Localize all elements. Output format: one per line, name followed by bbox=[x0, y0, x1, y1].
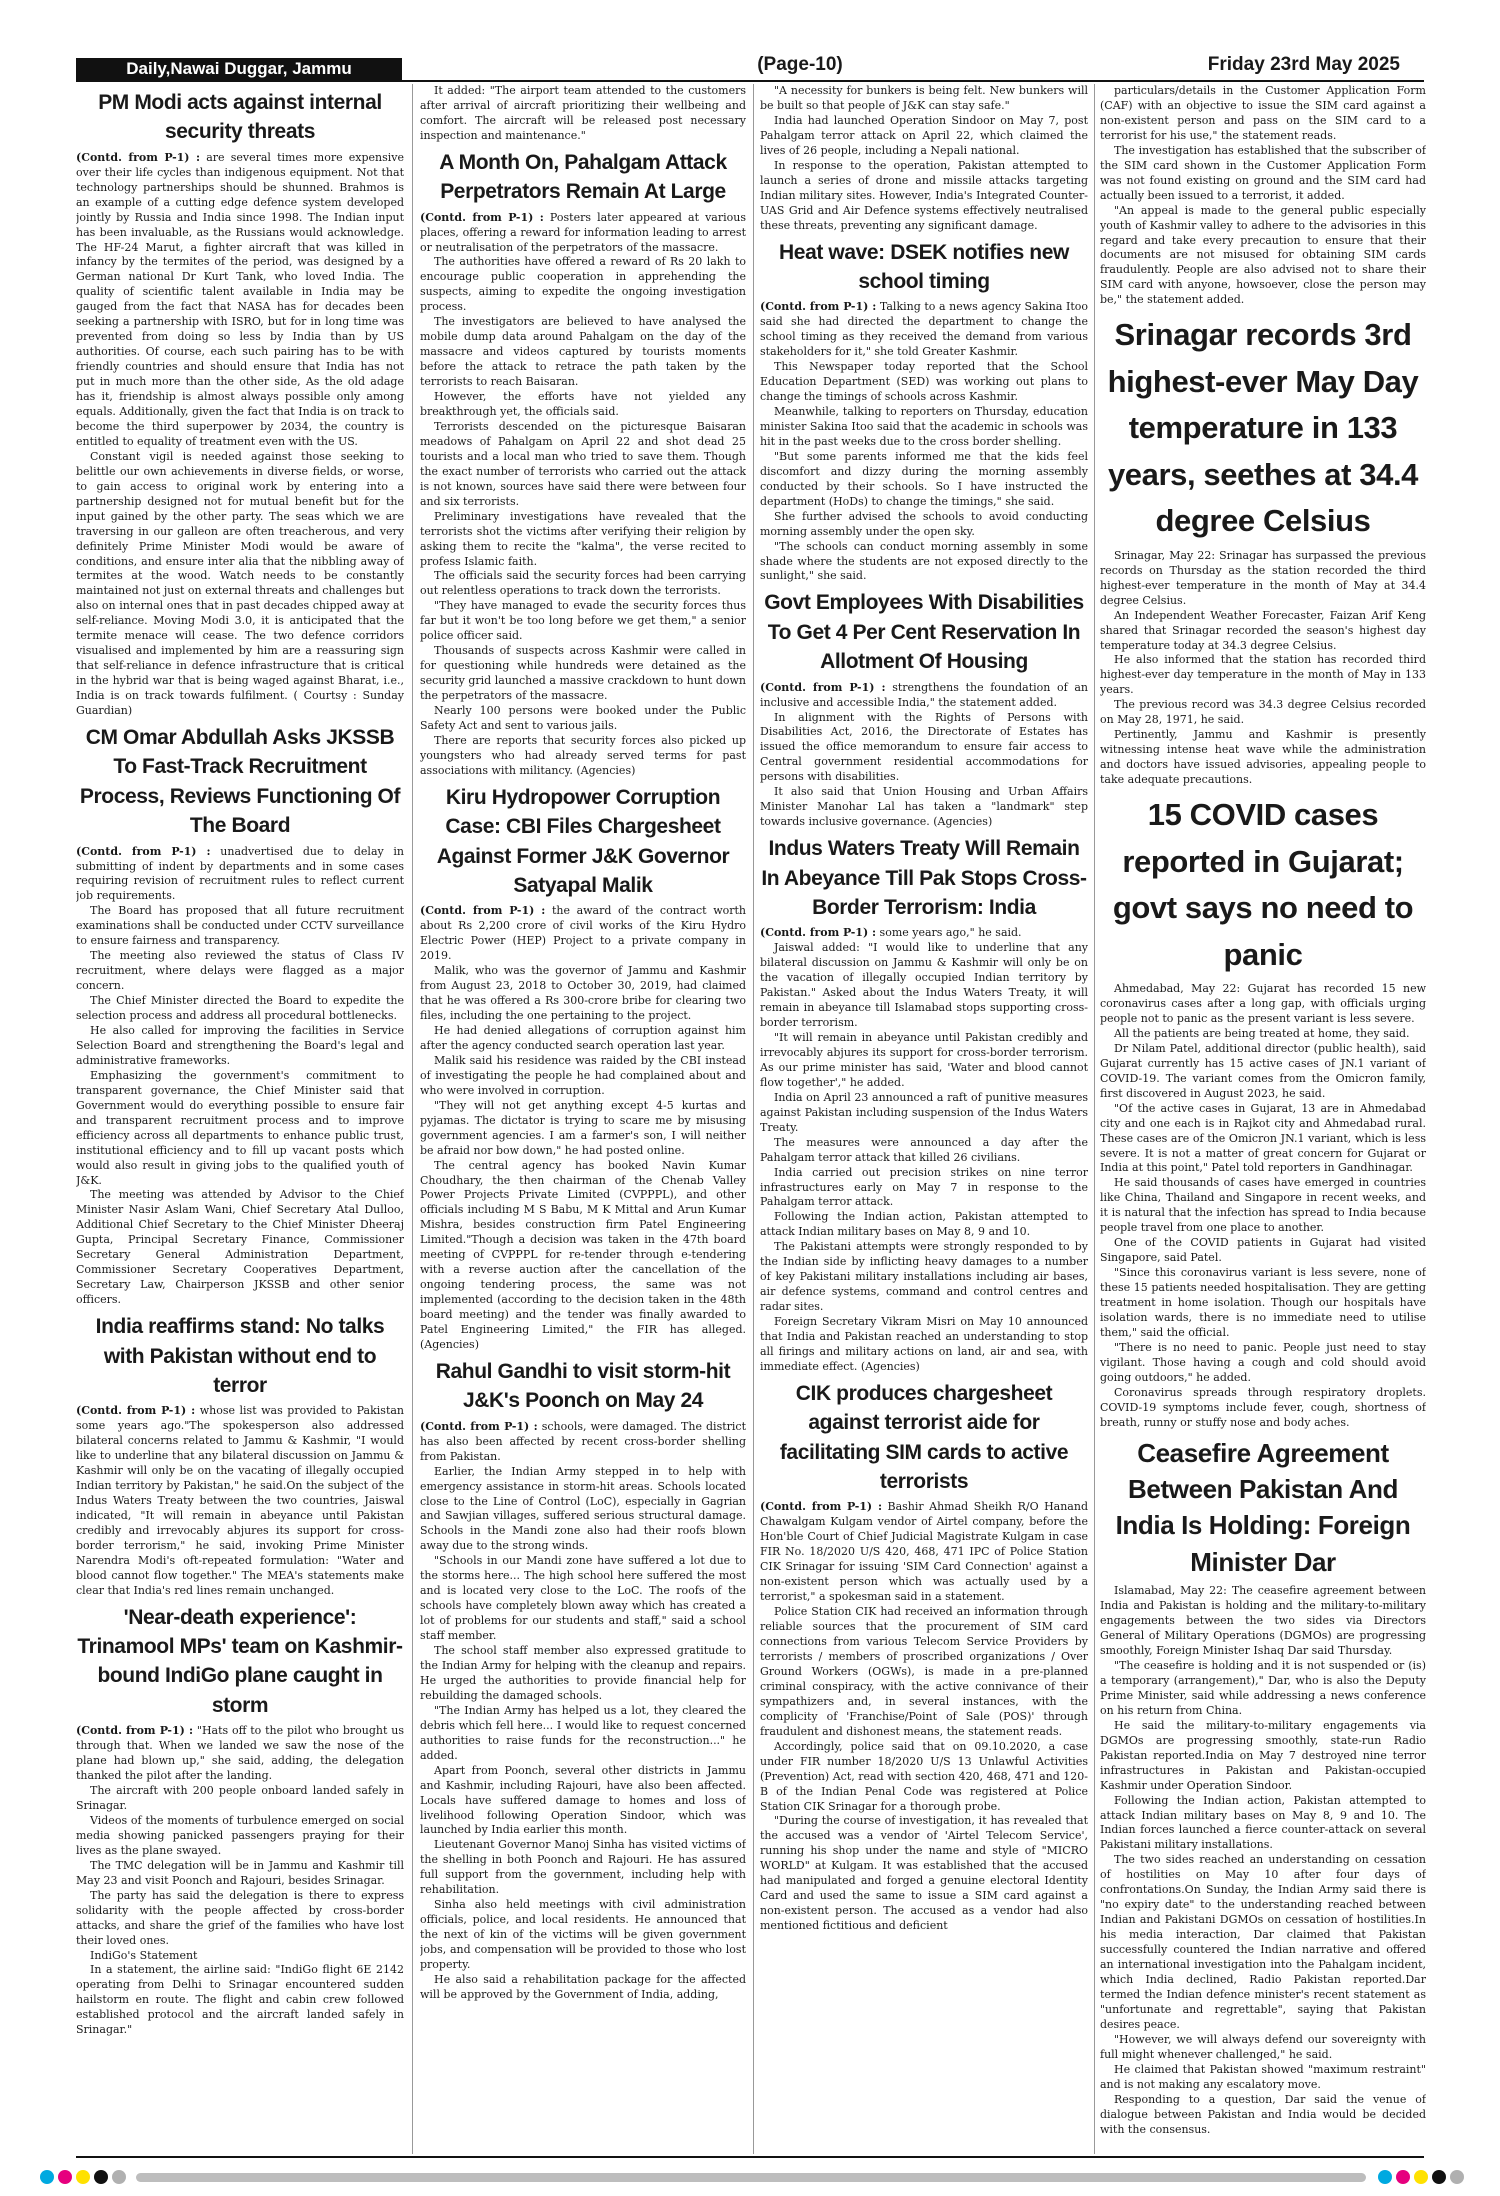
article-heatwave-dsek bbox=[760, 238, 1088, 585]
paragraph: Accordingly, police said that on 09.10.2020, a case under FIR number 18/2020 U/S 13 Unlawful Activities (Prevention) Act, read with section 420, 468, 471 and 120-B of the Indian Penal Code was registered at Police Station CIK Srinagar for a thorough probe. bbox=[760, 1739, 1088, 1813]
registration-bar bbox=[136, 2173, 1366, 2182]
paragraph: All the patients are being treated at home, they said. bbox=[1114, 1026, 1410, 1040]
paragraph: The investigation has established that the subscriber of the SIM card shown in the Customer Application Form was not found existing on ground and the SIM card had actually been issued to a terrorist, it added. bbox=[1100, 143, 1426, 202]
paragraph: Malik, who was the governor of Jammu and Kashmir from August 23, 2018 to October 30, 2019, had claimed that he was offered a Rs 300-crore bribe for clearing two files, including the one pertaining to the project. bbox=[420, 964, 746, 1023]
paragraph: Malik said his residence was raided by the CBI instead of investigating the people he had complained about and who were involved in corruption. bbox=[420, 1053, 746, 1097]
paragraph-text: unadvertised due to delay in submitting of indent by departments and in some cases requiring revision of recruitment rules to reflect current job requirements. bbox=[76, 844, 404, 903]
article-india-no-talks bbox=[76, 1312, 404, 1599]
paragraph-text: the award of the contract worth about Rs 2,200 crore of civil works of the Kiru Hydro Electric Power (HEP) Project to a private company in 2019. bbox=[420, 904, 746, 963]
contd-label: (Contd. from P-1) : bbox=[760, 680, 886, 694]
paragraph bbox=[760, 681, 1088, 711]
paragraph: Videos of the moments of turbulence emerged on social media showing panicked passengers praying for their lives as the plane swayed. bbox=[76, 1813, 404, 1857]
registration-dot-cyan bbox=[1378, 2170, 1392, 2184]
paragraph: The investigators are believed to have analysed the mobile dump data around Pahalgam on the day of the massacre and videos captured by tourists moments before the attack to retrace the path taken by the terrorists to reach Baisaran. bbox=[420, 315, 746, 389]
paragraph: The authorities have offered a reward of Rs 20 lakh to encourage public cooperation in apprehending the suspects, aiming to expedite the ongoing investigation process. bbox=[420, 255, 746, 314]
column-divider bbox=[1094, 84, 1095, 2154]
column-3 bbox=[760, 84, 1088, 2154]
paragraph: "The schools can conduct morning assembly in some shade where the students are not exposed directly to the sunlight," she said. bbox=[760, 539, 1088, 583]
paragraph-text: Bashir Ahmad Sheikh R/O Hanand Chawalgam Kulgam vendor of Airtel company, before the Hon'ble Court of Chief Judicial Magistrate Kulgam in case FIR No. 18/2020 U/S 420, 468, 471 IPC of Police Station CIK Srinagar for issuing 'SIM Card Connection' against a non-existent person which was actually used by a terrorist," a spokesman said in a statement. bbox=[760, 1500, 1088, 1604]
issue-date: Friday 23rd May 2025 bbox=[1207, 54, 1400, 75]
article-trinamool-indigo bbox=[76, 1603, 404, 2039]
paragraph: However, the efforts have not yielded any breakthrough yet, the officials said. bbox=[420, 390, 746, 418]
paragraph: "But some parents informed me that the kids feel discomfort and dizzy during the morning assembly conducted by their schools. So I have instructed the department (HoDs) to change the timings," she said. bbox=[760, 449, 1088, 508]
headline: India reaffirms stand: No talks with Pakistan without end to terror bbox=[95, 1315, 385, 1397]
paragraph: "A necessity for bunkers is being felt. New bunkers will be built so that people of J&K can stay safe." bbox=[760, 84, 1088, 112]
paragraph: "It will remain in abeyance until Pakistan credibly and irrevocably abjures its support for cross-border terrorism. As our prime minister has said, 'Water and blood cannot flow together'," he added. bbox=[760, 1030, 1088, 1089]
contd-label: (Contd. from P-1) : bbox=[760, 1500, 883, 1514]
paragraph: The central agency has booked Navin Kumar Choudhary, the then chairman of the Chenab Valley Power Projects Private Limited (CVPPPL), and other officials including M S Babu, M K Mittal and Arun Kumar Mishra, besides construction firm Patel Engineering Limited."Though a decision was taken in the 47th board meeting of CVPPPL for re-tender through e-tendering with a reverse auction after the cancellation of the ongoing tendering process, the same was not implemented (according to the decision taken in the 48th board meeting) and the tender was finally awarded to Patel Engineering Limited," the FIR has alleged. (Agencies) bbox=[420, 1158, 746, 1352]
paragraph: The meeting also reviewed the status of Class IV recruitment, where delays were flagged as a major concern. bbox=[76, 949, 404, 993]
contd-label: (Contd. from P-1) : bbox=[760, 300, 877, 314]
paragraph: It also said that Union Housing and Urban Affairs Minister Manohar Lal has taken a "landmark" step towards inclusive governance. (Agencies) bbox=[760, 785, 1088, 829]
paragraph-text: are several times more expensive over their life cycles than indigenous equipment. Not that technology partnerships should be shunned. Brahmos is an example of a cutting edge defence system developed jointly by Russia and India since 1998. The Indian input has been invaluable, as the Russians would acknowledge. The HF-24 Marut, a fighter aircraft that was killed in infancy by the termites of the period, was designed by a German national Dr Kurt Tank, who loved India. The quality of scientific talent available in India may be gauged from the fact that NASA has for decades been seeking a partnership with ISRO, but for in long time was prevented from doing so less by India than by US authorities. Of course, each such pairing has to be with friendly countries and should ensure that India has not put in much more than the other side, As the old adage has it, friendship is almost always possible only among equals. Additionally, given the fact that India is on track to become the third superpower by 2034, the country is entitled to equality of treatment even with the US. bbox=[76, 150, 404, 448]
article-rahul-poonch bbox=[420, 1357, 746, 2003]
paragraph: Meanwhile, talking to reporters on Thursday, education minister Sakina Itoo said that the academic in schools was hit in the past weeks due to the cross border shelling. bbox=[760, 404, 1088, 448]
headline: A Month On, Pahalgam Attack Perpetrators Remain At Large bbox=[439, 150, 727, 204]
paragraph: The meeting was attended by Advisor to the Chief Minister Nasir Aslam Wani, Chief Secretary Atal Dulloo, Additional Chief Secretary to the Chief Minister Dheeraj Gupta, Principal Secretary Finance, Commissioner Secretary General Administration Department, Commissioner Secretary Cooperatives Department, Secretary Law, Chairperson JKSSB and other senior officers. bbox=[76, 1188, 404, 1307]
article-ceasefire-dar bbox=[1100, 1435, 1426, 2138]
paper-name: Daily,Nawai Duggar, Jammu bbox=[76, 58, 402, 80]
column-2 bbox=[420, 84, 746, 2154]
paragraph: Sinha also held meetings with civil administration officials, police, and local residents. He announced that the next of kin of the victims will be given government jobs, and compensation will be provided to those who lost property. bbox=[420, 1898, 746, 1972]
paragraph: Islamabad, May 22: The ceasefire agreement between India and Pakistan is holding and the military-to-military engagements between the two sides via Directors General of Military Operations (DGMOs) are progressing smoothly, Foreign Minister Ishaq Dar said Thursday. bbox=[1100, 1584, 1426, 1658]
paragraph: "Of the active cases in Gujarat, 13 are in Ahmedabad city and one each is in Rajkot city and Ahmedabad rural. These cases are of the Omicron JN.1 variant, which is less severe. It is not a matter of great concern for Gujarat or India at this point," Patel told reporters in Gandhinagar. bbox=[1100, 1101, 1426, 1175]
paragraph: "Since this coronavirus variant is less severe, none of these 15 patients needed hospitalisation. They are getting treatment in home isolation. Though our hospitals have isolation wards, there is no immediate need to utilise them," said the official. bbox=[1100, 1266, 1426, 1339]
paragraph bbox=[760, 300, 1088, 360]
paragraph: Foreign Secretary Vikram Misri on May 10 announced that India and Pakistan reached an understanding to stop all firings and military actions on land, air and sea, with immediate effect. (Agencies) bbox=[760, 1315, 1088, 1373]
paragraph: He also called for improving the facilities in Service Selection Board and strengthening the Board's legal and administrative frameworks. bbox=[76, 1024, 404, 1067]
contd-label: (Contd. from P-1) : bbox=[420, 904, 546, 918]
article-cik-chargesheet bbox=[760, 1379, 1088, 1934]
paragraph: Emphasizing the government's commitment to transparent governance, the Chief Minister said that Government would do everything possible to ensure fair and transparent recruitment process and to improve efficiency across all departments to enhance public trust, institutional efficiency and to fill up vacant posts which would also result in giving jobs to the qualified youth of J&K. bbox=[76, 1068, 404, 1187]
paragraph-text: some years ago," he said. bbox=[879, 926, 1022, 940]
paragraph: In alignment with the Rights of Persons with Disabilities Act, 2016, the Directorate of Estates has issued the office memorandum to ensure fair access to Central government residential accommodations for persons with disabilities. bbox=[760, 710, 1088, 784]
paragraph: Apart from Poonch, several other districts in Jammu and Kashmir, including Rajouri, have also been affected. Locals have suffered damage to homes and loss of livelihood following Operation Sindoor, which was launched by India earlier this month. bbox=[420, 1763, 746, 1837]
paragraph bbox=[76, 1724, 404, 1784]
paragraph: Pertinently, Jammu and Kashmir is presently witnessing intense heat wave while the administration and doctors have issued advisories, appealing people to take adequate precautions. bbox=[1100, 728, 1426, 787]
paragraph: Dr Nilam Patel, additional director (public health), said Gujarat currently has 15 active cases of JN.1 variant of COVID-19. The variant comes from the Omicron family, first discovered in August 2023, he said. bbox=[1100, 1041, 1426, 1100]
paragraph: Police Station CIK had received an information through reliable sources that the procurement of SIM card connections from various Telecom Service Providers by terrorists / members of proscribed organizations / Over Ground Workers (OGWs), is made in a pre-planned criminal conspiracy, with the active connivance of their sympathizers and, in several instances, with the complicity of 'Franchise/Point of Sale (POS)' through fraudulent and dishonest means, the statement reads. bbox=[760, 1605, 1088, 1738]
article-indus-waters bbox=[760, 834, 1088, 1375]
article-indigo-continued bbox=[420, 84, 746, 144]
paragraph bbox=[760, 1500, 1088, 1605]
paragraph: "Schools in our Mandi zone have suffered a lot due to the storms here... The high school here suffered the most and is located very close to the LoC. The roofs of the schools have completely blown away which has created a lot of problems for our students and staff," said a school staff member. bbox=[420, 1554, 746, 1643]
column-1 bbox=[76, 84, 404, 2154]
footer-rule bbox=[76, 2156, 1424, 2158]
column-divider bbox=[412, 84, 413, 2154]
article-cm-jkssb bbox=[76, 723, 404, 1308]
paragraph: Constant vigil is needed against those seeking to belittle our own achievements in diverse fields, or worse, to gain access to original work by entering into a partnership designed not for mutual benefit but for the input gained by the other party. The seas which we are traversing in our galleon are often treacherous, and very definitely Prime Minister Modi would be aware of conditions, and ensure inter alia that the nibbling away of termites at the wood. Watch needs to be constantly maintained not just on external threats and challenges but also on internal ones that in past decades chipped away at self-reliance. Moving Modi 3.0, it is anticipated that the termite menace will cease. The two defence corridors visualised and implemented by him are a reassuring sign that self-reliance in defence infrastructure that is critical in the hybrid war that is being waged against Bharat, i.e., India is on track towards fulfilment. ( Courtsy : Sunday Guardian) bbox=[76, 449, 404, 718]
paragraph: India carried out precision strikes on nine terror infrastructures early on May 7 in response to the Pahalgam terror attack. bbox=[760, 1165, 1088, 1209]
paragraph bbox=[76, 1404, 404, 1598]
paragraph: Following the Indian action, Pakistan attempted to attack Indian military bases on May 8, 9 and 10. bbox=[760, 1210, 1088, 1239]
article-gujarat-covid bbox=[1100, 792, 1426, 1431]
contd-label: (Contd. from P-1) : bbox=[760, 926, 877, 940]
article-disabilities-housing bbox=[760, 588, 1088, 830]
paragraph: One of the COVID patients in Gujarat had visited Singapore, said Patel. bbox=[1100, 1236, 1426, 1265]
paragraph: Thousands of suspects across Kashmir were called in for questioning while hundreds were detained as the security grid launched a massive crackdown to hunt down the perpetrators of the massacre. bbox=[420, 644, 746, 703]
paragraph bbox=[760, 926, 1088, 941]
article-poonch-continued bbox=[760, 84, 1088, 234]
paragraph: This Newspaper today reported that the School Education Department (SED) was working out plans to change the timings of schools across Kashmir. bbox=[760, 360, 1088, 404]
column-divider bbox=[753, 84, 754, 2154]
paragraph: There are reports that security forces also picked up youngsters who had already served terms for past associations with militancy. (Agencies) bbox=[420, 733, 746, 777]
paragraph: In a statement, the airline said: "IndiGo flight 6E 2142 operating from Delhi to Srinagar encountered sudden hailstorm en route. The flight and cabin crew followed established protocol and the aircraft landed safely in Srinagar." bbox=[76, 1963, 404, 2037]
headline: Ceasefire Agreement Between Pakistan And India Is Holding: Foreign Minister Dar bbox=[1115, 1437, 1411, 1577]
article-cik-continued bbox=[1100, 84, 1426, 308]
registration-dot-black bbox=[1432, 2170, 1446, 2184]
paragraph: He also informed that the station has recorded third highest-ever day temperature in the month of May in 133 years. bbox=[1100, 653, 1426, 697]
headline: 'Near-death experience': Trinamool MPs' team on Kashmir-bound IndiGo plane caught in storm bbox=[77, 1605, 403, 1717]
contd-label: (Contd. from P-1) : bbox=[76, 1724, 194, 1738]
paragraph bbox=[76, 845, 404, 905]
column-4 bbox=[1100, 84, 1426, 2154]
registration-dot-gray bbox=[112, 2170, 126, 2184]
paragraph: The Chief Minister directed the Board to expedite the selection process and address all procedural bottlenecks. bbox=[76, 994, 404, 1023]
registration-dot-magenta bbox=[1396, 2170, 1410, 2184]
paragraph: Earlier, the Indian Army stepped in to help with emergency assistance in storm-hit areas. Schools located close to the Line of Control (LoC), especially in Gagrian and Sawjian villages, suffered serious structural damage. Schools in the Mandi zone also had their roofs blown away due to the strong winds. bbox=[420, 1464, 746, 1553]
paragraph: Lieutenant Governor Manoj Sinha has visited victims of the shelling in both Poonch and Rajouri. He has assured full support from the government, including help with rehabilitation. bbox=[420, 1838, 746, 1897]
article-pahalgam-month-on bbox=[420, 148, 746, 779]
paragraph-text: strengthens the foundation of an inclusive and accessible India," the statement added. bbox=[760, 680, 1088, 709]
paragraph: He said the military-to-military engagements via DGMOs are progressing smoothly, state-run Radio Pakistan reported.India on May 7 destroyed nine terror infrastructures in Pakistan and Pakistan-occupied Kashmir under Operation Sindoor. bbox=[1100, 1718, 1426, 1792]
paragraph bbox=[420, 904, 746, 964]
paragraph-text: Posters later appeared at various places, offering a reward for information leading to arrest or neutralisation of the perpetrators of the massacre. bbox=[420, 210, 746, 254]
article-kiru-cbi bbox=[420, 783, 746, 1353]
registration-dot-gray bbox=[1450, 2170, 1464, 2184]
headline: 15 COVID cases reported in Gujarat; govt says no need to panic bbox=[1112, 797, 1414, 972]
paragraph bbox=[76, 151, 404, 450]
registration-dot-black bbox=[94, 2170, 108, 2184]
masthead bbox=[0, 0, 1500, 82]
paragraph: The school staff member also expressed gratitude to the Indian Army for helping with the cleanup and repairs. He urged the authorities to provide financial help for rebuilding the damaged schools. bbox=[420, 1644, 746, 1702]
headline: CM Omar Abdullah Asks JKSSB To Fast-Track Recruitment Process, Reviews Functioning Of The Board bbox=[79, 726, 401, 838]
paragraph: "The Indian Army has helped us a lot, they cleared the debris which fell here... I would like to request concerned authorities to raise funds for the reconstruction..." he added. bbox=[420, 1703, 746, 1762]
paragraph bbox=[420, 211, 746, 256]
headline: Govt Employees With Disabilities To Get 4 Per Cent Reservation In Allotment Of Housing bbox=[764, 591, 1084, 674]
paragraph-text: whose list was provided to Pakistan some years ago."The spokesperson also addressed bilateral concerns related to Jammu & Kashmir, "I would like to underline that any bilateral discussion on Jammu & Kashmir will only be on the vacating of illegally occupied Indian territory by Pakistan," he said.On the subject of the Indus Waters Treaty between the two countries, Jaiswal indicated, "It will remain in abeyance until Pakistan credibly and irrevocably abjures its support for cross-border terrorism," he said, invoking Prime Minister Narendra Modi's oft-repeated formulation: "Water and blood cannot flow together." The MEA's statements make clear that India's red lines remain unchanged. bbox=[76, 1404, 404, 1597]
paragraph: Nearly 100 persons were booked under the Public Safety Act and sent to various jails. bbox=[420, 704, 746, 732]
paragraph: India had launched Operation Sindoor on May 7, post Pahalgam terror attack on April 22, which claimed the lives of 26 people, including a Nepali national. bbox=[760, 113, 1088, 157]
paragraph: The measures were announced a day after the Pahalgam terror attack that killed 26 civilians. bbox=[760, 1135, 1088, 1164]
paragraph: The aircraft with 200 people onboard landed safely in Srinagar. bbox=[76, 1784, 404, 1812]
paragraph: He had denied allegations of corruption against him after the agency conducted search operation last year. bbox=[420, 1024, 746, 1052]
paragraph: "An appeal is made to the general public especially youth of Kashmir valley to adhere to the advisories in this regard and take every precaution to ensure that their documents are not misused for obtaining SIM cards fraudulently. People are also advised not to share their SIM card with anyone, howsoever, close the person may be," the statement added. bbox=[1100, 203, 1426, 307]
paragraph: The Pakistani attempts were strongly responded to by the Indian side by inflicting heavy damages to a number of key Pakistani military installations including air bases, air defence systems, command and control centres and radar sites. bbox=[760, 1240, 1088, 1314]
headline: Heat wave: DSEK notifies new school timing bbox=[779, 240, 1069, 293]
paragraph: Jaiswal added: "I would like to underline that any bilateral discussion on Jammu & Kashmir will only be on the vacation of illegally occupied Indian territory by Pakistan." Asked about the Indus Waters Treaty, it will remain in abeyance till Islamabad stops supporting cross-border terrorism. bbox=[760, 941, 1088, 1030]
headline: Srinagar records 3rd highest-ever May Day temperature in 133 years, seethes at 34.4 degree Celsius bbox=[1107, 317, 1419, 539]
paragraph: In response to the operation, Pakistan attempted to launch a series of drone and missile attacks targeting Indian military sites. However, India's Integrated Counter-UAS Grid and Air Defence systems effectively neutralised these threats, preventing any significant damage. bbox=[760, 158, 1088, 232]
paragraph: "They have managed to evade the security forces thus far but it won't be too long before we get them," a senior police officer said. bbox=[420, 599, 746, 643]
paragraph-text: schools, were damaged. The district has also been affected by recent cross-border shelling from Pakistan. bbox=[420, 1419, 746, 1463]
paragraph: "The ceasefire is holding and it is not suspended or (is) a temporary (arrangement)," Dar, who is also the Deputy Prime Minister, said while addressing a news conference on his return from China. bbox=[1100, 1658, 1426, 1717]
paragraph: India on April 23 announced a raft of punitive measures against Pakistan including suspension of the Indus Waters Treaty. bbox=[760, 1090, 1088, 1134]
headline: PM Modi acts against internal security threats bbox=[98, 91, 382, 144]
paragraph: He claimed that Pakistan showed "maximum restraint" and is not making any escalatory move. bbox=[1100, 2062, 1426, 2091]
paragraph: Terrorists descended on the picturesque Baisaran meadows of Pahalgam on April 22 and shot dead 25 tourists and a local man who tried to save them. Though the exact number of terrorists who carried out the attack is not known, sources have said there were between four and six terrorists. bbox=[420, 419, 746, 508]
registration-dot-magenta bbox=[58, 2170, 72, 2184]
paragraph: Ahmedabad, May 22: Gujarat has recorded 15 new coronavirus cases after a long gap, with officials urging people not to panic as the present variant is less severe. bbox=[1100, 982, 1426, 1025]
registration-dot-cyan bbox=[40, 2170, 54, 2184]
headline: Kiru Hydropower Corruption Case: CBI Files Chargesheet Against Former J&K Governor Satyapal Malik bbox=[436, 785, 730, 897]
paragraph: It added: "The airport team attended to the customers after arrival of aircraft prioritizing their wellbeing and comfort. The aircraft will be released post necessary inspection and maintenance." bbox=[420, 84, 746, 142]
paragraph: Responding to a question, Dar said the venue of dialogue between Pakistan and India would be decided with the consensus. bbox=[1100, 2092, 1426, 2136]
contd-label: (Contd. from P-1) : bbox=[420, 210, 544, 224]
paragraph: He also said a rehabilitation package for the affected will be approved by the Government of India, adding, bbox=[420, 1973, 746, 2001]
paragraph: "However, we will always defend our sovereignty with full might whenever challenged," he said. bbox=[1100, 2032, 1426, 2061]
paragraph: The previous record was 34.3 degree Celsius recorded on May 28, 1971, he said. bbox=[1100, 698, 1426, 727]
headline: Rahul Gandhi to visit storm-hit J&K's Poonch on May 24 bbox=[435, 1359, 731, 1413]
paragraph: An Independent Weather Forecaster, Faizan Arif Keng shared that Srinagar recorded the season's highest day temperature today at 34.3 degree Celsius. bbox=[1100, 608, 1426, 652]
masthead-rule bbox=[76, 80, 1424, 82]
paragraph: The two sides reached an understanding on cessation of hostilities on May 10 after four days of confrontations.On Sunday, the Indian Army said there is "no expiry date" to the understanding reached between Indian and Pakistani DGMOs on cessation of hostilities.In his media interaction, Dar claimed that Pakistan successfully countered the Indian narrative and offered an international investigation into the Pahalgam incident, which India declined, Radio Pakistan reported.Dar termed the Indian defence minister's recent statement as "unfortunate and regrettable", saying that Pakistan desires peace. bbox=[1100, 1853, 1426, 2031]
article-srinagar-temperature bbox=[1100, 312, 1426, 788]
contd-label: (Contd. from P-1) : bbox=[76, 150, 201, 164]
registration-dot-yellow bbox=[1414, 2170, 1428, 2184]
paragraph: "There is no need to panic. People just need to stay vigilant. Those having a cough and cold should avoid going outdoors," he added. bbox=[1100, 1340, 1426, 1384]
paragraph: "During the course of investigation, it has revealed that the accused was a vendor of 'Airtel Telecom Service', running his shop under the name and style of "MICRO WORLD" at Kulgam. It was established that the accused had manipulated and forged a genuine electoral Identity Card and used the same to issue a SIM card against a non-existent person. The accused as a vendor had also mentioned fictitious and deficient bbox=[760, 1814, 1088, 1933]
paragraph: IndiGo's Statement bbox=[90, 1948, 198, 1962]
headline: Indus Waters Treaty Will Remain In Abeyance Till Pak Stops Cross-Border Terrorism: India bbox=[761, 837, 1087, 919]
contd-label: (Contd. from P-1) : bbox=[76, 1404, 196, 1418]
paragraph: Following the Indian action, Pakistan attempted to attack Indian military bases on May 8, 9 and 10. The Indian forces launched a fierce counter-attack on several Pakistani military installations. bbox=[1100, 1793, 1426, 1852]
article-pm-modi-security bbox=[76, 88, 404, 719]
paragraph: Preliminary investigations have revealed that the terrorists shot the victims after verifying their religion by asking them to recite the "kalma", the verse recited to profess Islamic faith. bbox=[420, 509, 746, 568]
page-number: (Page-10) bbox=[757, 54, 843, 75]
color-registration-strip bbox=[0, 2160, 1500, 2188]
paragraph: The TMC delegation will be in Jammu and Kashmir till May 23 and visit Poonch and Rajouri, besides Srinagar. bbox=[76, 1858, 404, 1887]
paragraph: The Board has proposed that all future recruitment examinations shall be conducted under CCTV surveillance to ensure fairness and transparency. bbox=[76, 904, 404, 948]
paragraph: He said thousands of cases have emerged in countries like China, Thailand and Singapore in recent weeks, and it is natural that the infection has spread to India because people travel from one place to another. bbox=[1100, 1176, 1426, 1235]
contd-label: (Contd. from P-1) : bbox=[76, 844, 211, 858]
registration-dot-yellow bbox=[76, 2170, 90, 2184]
paragraph-text: Talking to a news agency Sakina Itoo said she had directed the department to change the school timing as they received the demand from various stakeholders for it," she told Greater Kashmir. bbox=[760, 300, 1088, 359]
paragraph: Coronavirus spreads through respiratory droplets. COVID-19 symptoms include fever, cough, shortness of breath, runny or stuffy nose and body aches. bbox=[1100, 1385, 1426, 1429]
paragraph: The officials said the security forces had been carrying out relentless operations to track down the terrorists. bbox=[420, 569, 746, 598]
paragraph: particulars/details in the Customer Application Form (CAF) with an objective to issue the SIM card against a non-existent person and pass on the SIM card to a terrorist for his use," the statement reads. bbox=[1100, 84, 1426, 142]
paragraph-text: "Hats off to the pilot who brought us through that. When we landed we saw the nose of the plane had blown up," she said, adding, the delegation thanked the pilot after the landing. bbox=[76, 1724, 404, 1783]
paragraph: "They will not get anything except 4-5 kurtas and pyjamas. The dictator is trying to scare me by misusing government agencies. I am a farmer's son, I will neither be afraid nor bow down," he had posted online. bbox=[420, 1098, 746, 1157]
paragraph: The party has said the delegation is there to express solidarity with the people affected by cross-border attacks, and share the grief of the families who have lost their loved ones. bbox=[76, 1888, 404, 1947]
paragraph: Srinagar, May 22: Srinagar has surpassed the previous records on Thursday as the station recorded the third highest-ever temperature in the month of May at 34.4 degree Celsius. bbox=[1100, 548, 1426, 607]
headline: CIK produces chargesheet against terrorist aide for facilitating SIM cards to active terrorists bbox=[779, 1381, 1069, 1494]
contd-label: (Contd. from P-1) : bbox=[420, 1419, 538, 1433]
paragraph bbox=[420, 1420, 746, 1465]
paragraph: She further advised the schools to avoid conducting morning assembly under the open sky. bbox=[760, 509, 1088, 538]
